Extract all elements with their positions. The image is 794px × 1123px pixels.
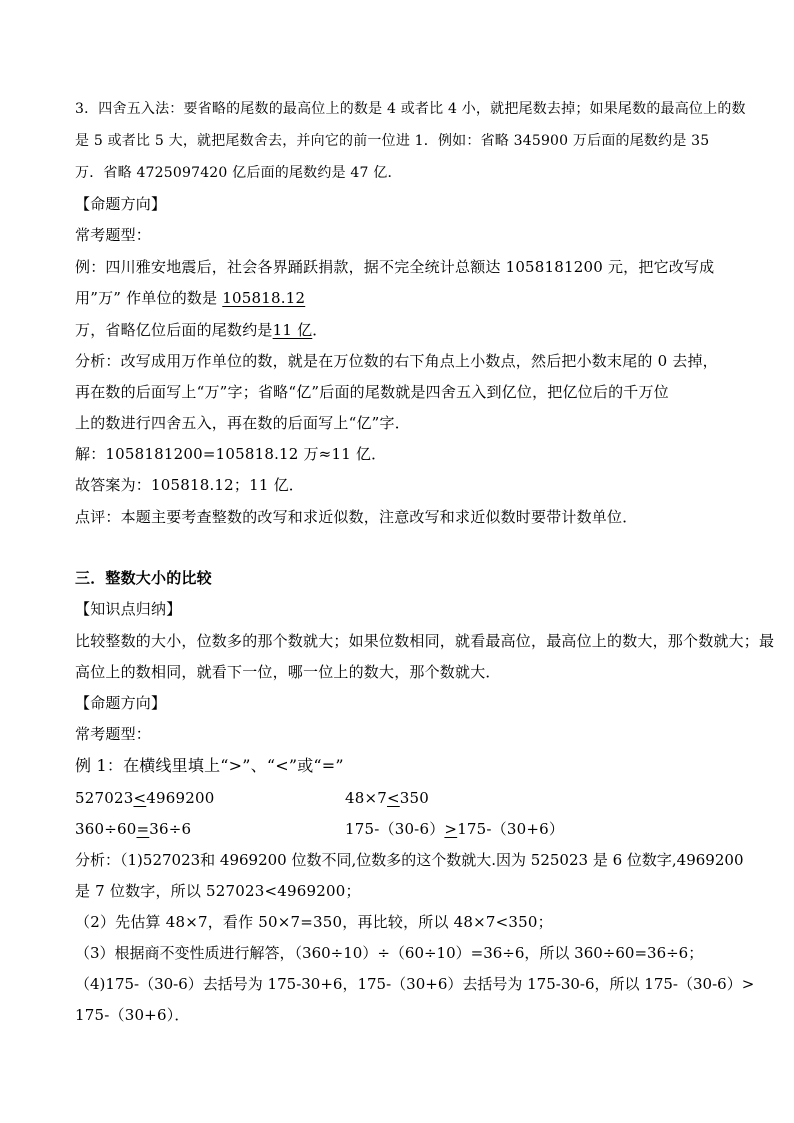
q2-expression [345,787,429,809]
example-answer-yi: 11 亿 [272,321,313,339]
knowledge-heading: 【知识点归纳】 [75,600,182,618]
analysis-line1: 分析：改写成用万作单位的数，就是在万位数的右下角点上小数点，然后把小数末尾的 0 去掉， [75,352,718,370]
s3-analysis-line6: 175-（30+6）． [75,1006,190,1024]
knowledge-line2: 高位上的数相同，就看下一位，哪一位上的数大，那个数就大． [75,663,501,681]
rule3-line2: 是 5 或者比 5 大，就把尾数舍去，并向它的前一位进 1．例如：省略 345900 万后面的尾数约是 35 [75,133,710,149]
compare-row2 [75,818,775,840]
q4-expression [345,818,564,840]
q3-left: 360÷60 [75,820,137,838]
s3-analysis-line5: （4)175-（30-6）去括号为 175-30+6，175-（30+6）去括号为 175-30-6，所以 175-（30-6）> [75,975,755,993]
example-line2-prefix: 用”万” 作单位的数是 [75,289,223,307]
s3-analysis-line4: （3）根据商不变性质进行解答，（360÷10）÷（60÷10）=36÷6，所以 360÷60=36÷6； [75,944,704,962]
q2-right: 350 [399,789,430,807]
example-line2 [75,287,305,309]
example-answer-wan: 105818.12 [222,289,306,307]
section3-direction-heading: 【命题方向】 [75,694,167,712]
q1-expression [75,789,214,807]
q1-right: 4969200 [146,789,215,807]
section3-common-types: 常考题型： [75,725,152,743]
example-line3-prefix: 万，省略亿位后面的尾数约是 [75,321,273,339]
s3-analysis-line3: （2）先估算 48×7，看作 50×7=350，再比较，所以 48×7<350； [75,913,553,931]
comment-line: 点评：本题主要考查整数的改写和求近似数，注意改写和求近似数时要带计数单位． [75,508,638,526]
q2-sign: < [387,789,400,807]
q3-expression [75,820,191,838]
compare-row1 [75,787,775,809]
example-line3 [75,319,327,341]
solution-line: 解：1058181200=105818.12 万≈11 亿． [75,445,387,463]
common-types-label: 常考题型： [75,226,152,244]
answer-line: 故答案为：105818.12；11 亿． [75,476,304,494]
analysis-line2: 再在数的后面写上“万”字；省略“亿”后面的尾数就是四舍五入到亿位，把亿位后的千万位 [75,383,669,401]
analysis-line3: 上的数进行四舍五入，再在数的后面写上“亿”字． [75,414,410,432]
q1-left: 527023 [75,789,134,807]
example1-title: 例 1：在横线里填上“>”、“<”或“=” [75,756,344,775]
direction-heading: 【命题方向】 [75,195,167,213]
q4-sign: > [444,820,458,838]
rule3-line3: 万．省略 4725097420 亿后面的尾数约是 47 亿． [75,165,402,181]
s3-analysis-line2: 是 7 位数字，所以 527023<4969200； [75,882,361,900]
q1-sign: < [133,789,147,807]
q2-left: 48×7 [345,789,387,807]
rule3-line1: 3．四舍五入法：要省略的尾数的最高位上的数是 4 或者比 4 小，就把尾数去掉；如果尾数的最高位上的数 [75,101,746,117]
knowledge-line1: 比较整数的大小，位数多的那个数就大；如果位数相同，就看最高位，最高位上的数大，那个数就大；最 [75,632,775,650]
example-line1: 例：四川雅安地震后，社会各界踊跃捐款，据不完全统计总额达 1058181200 元，把它改写成 [75,258,715,276]
s3-analysis-line1: 分析：（1)527023和 4969200 位数不同,位数多的这个数就大.因为 525023 是 6 位数字,4969200 [75,851,744,869]
example-line3-suffix: ． [312,321,328,339]
q3-right: 36÷6 [149,820,192,838]
q4-left: 175-（30-6） [345,820,445,838]
q3-sign: = [136,820,150,838]
section3-title: 三．整数大小的比较 [75,569,212,587]
q4-right: 175-（30+6） [457,820,565,838]
